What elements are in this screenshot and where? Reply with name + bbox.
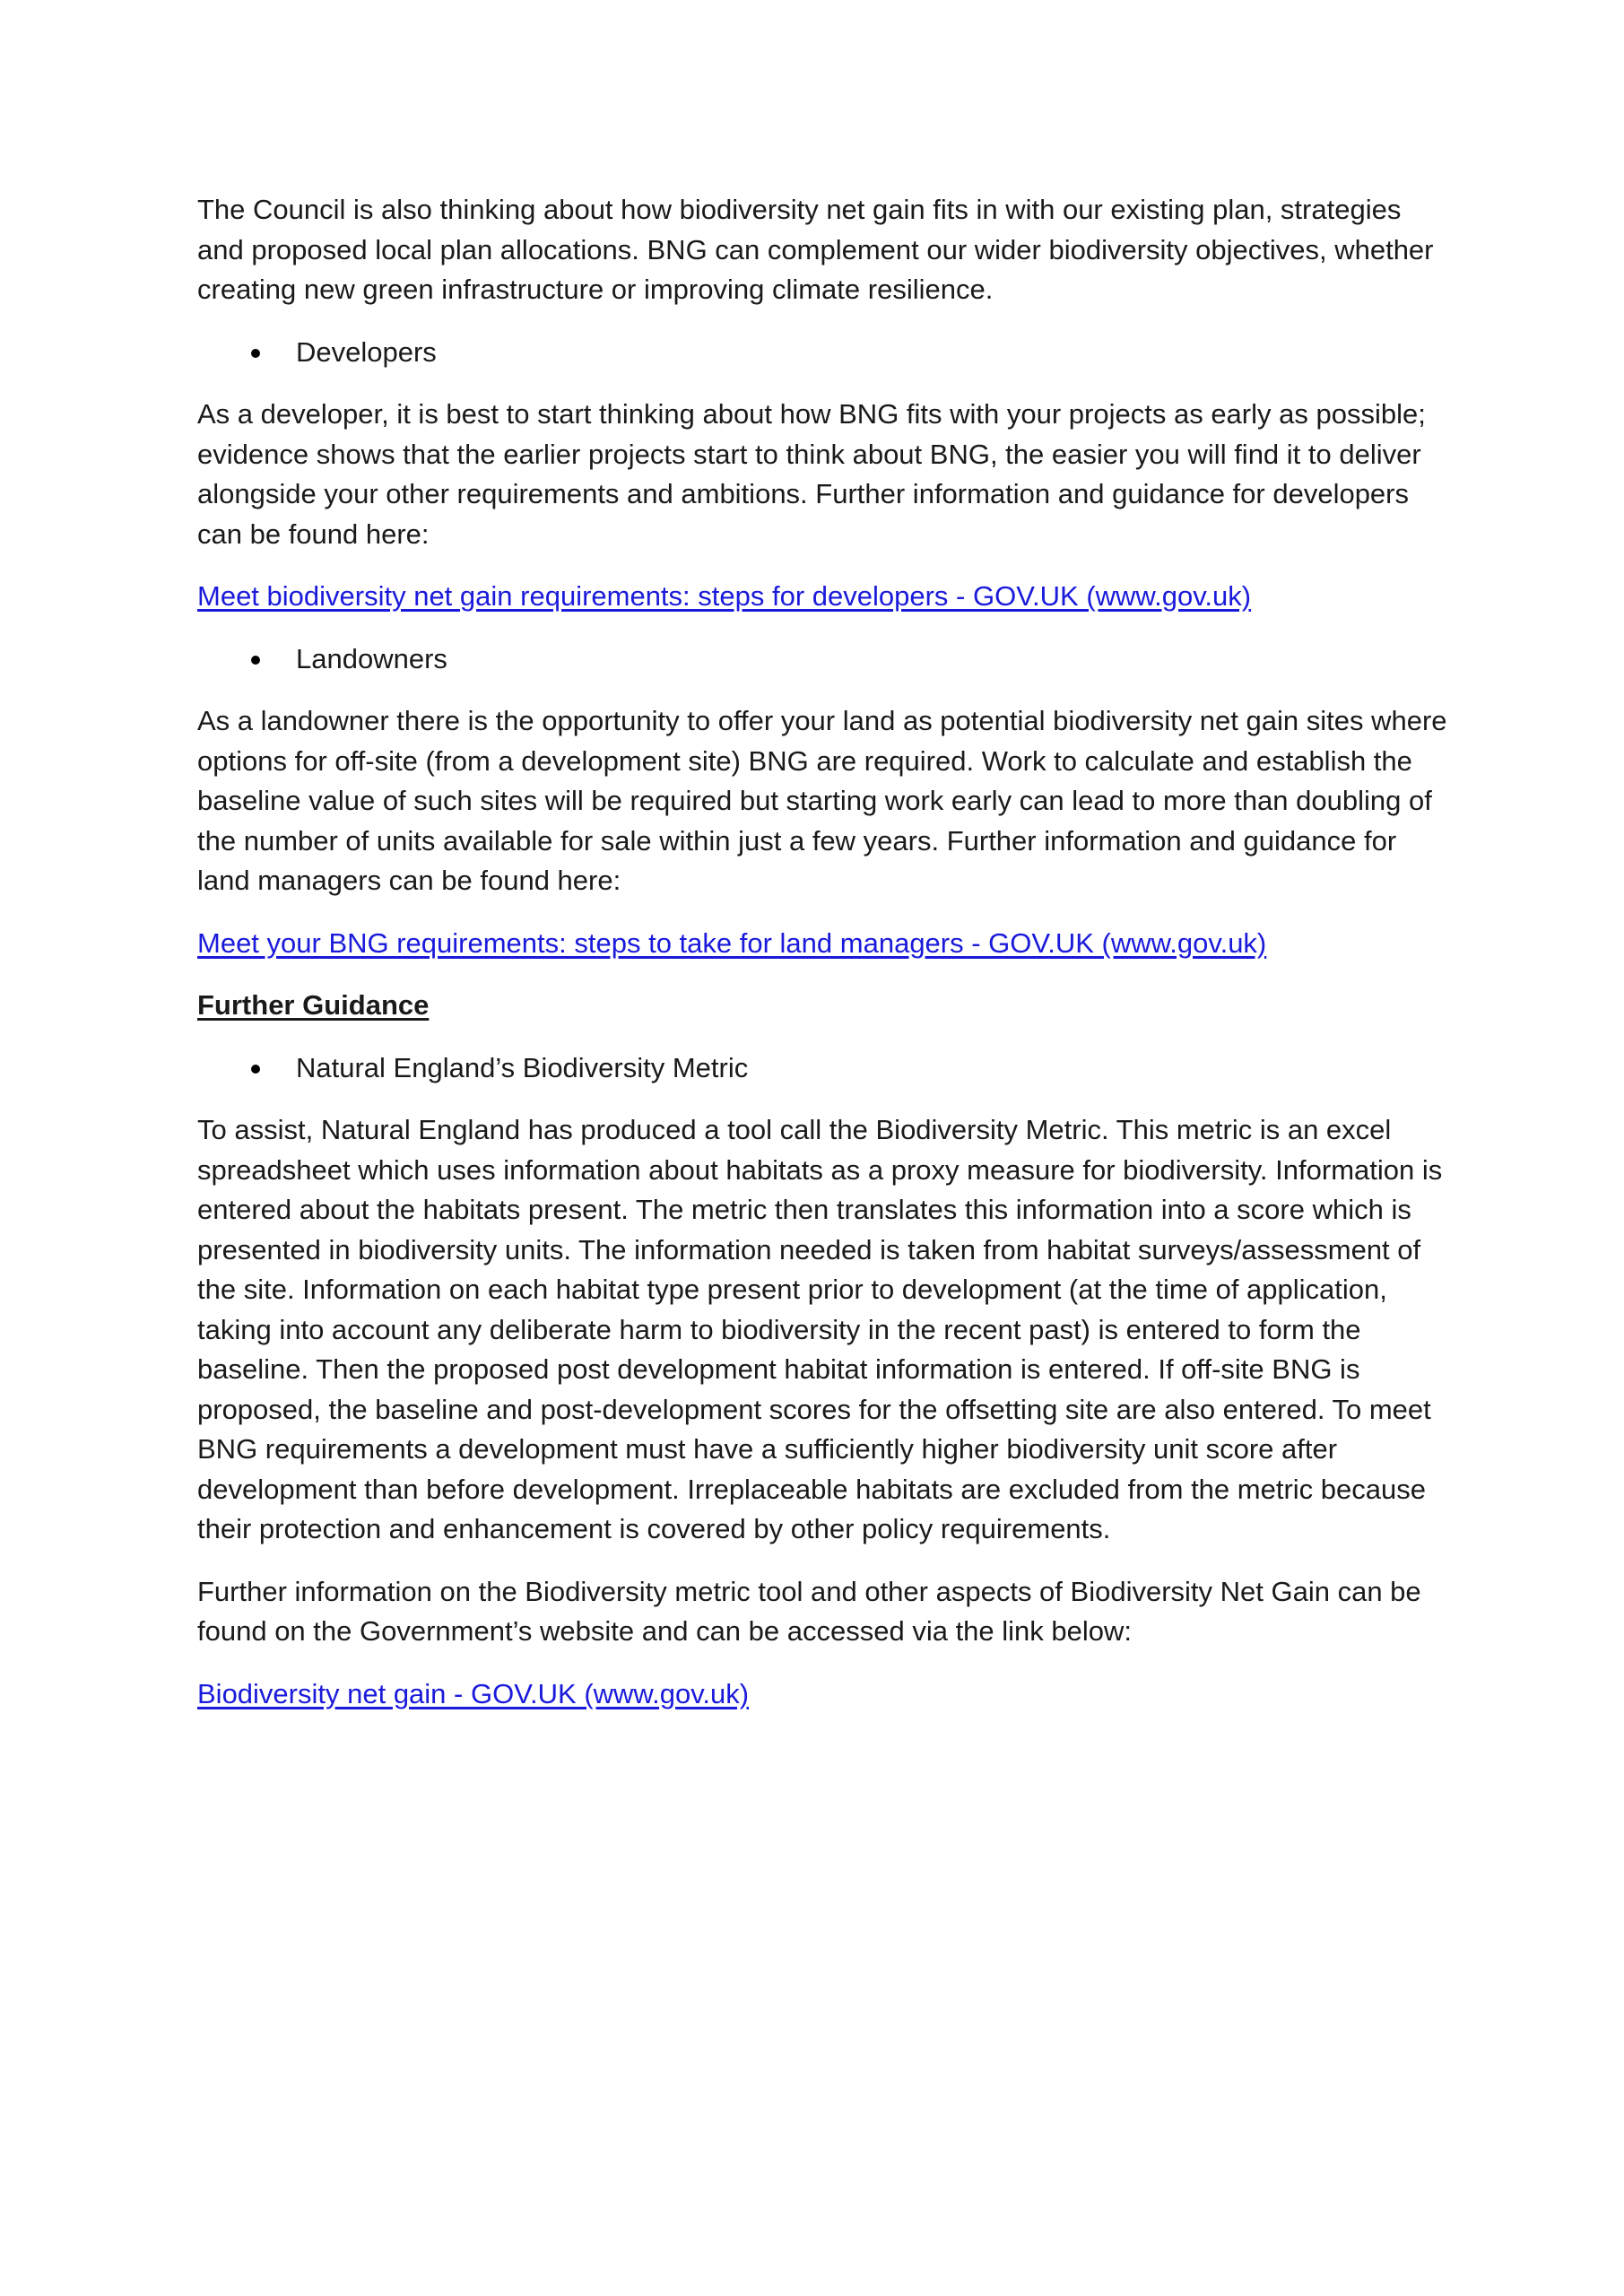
bullet-item-metric — [197, 1048, 1453, 1089]
paragraph-further-information: Further information on the Biodiversity metric tool and other aspects of Biodiversity Net Gain can be found on the Government’s website and can be accessed via the link below: — [197, 1575, 1421, 1647]
bullet-label-developers: Developers — [296, 335, 437, 368]
paragraph-link-landowners — [197, 924, 1453, 964]
paragraph-biodiversity-metric: To assist, Natural England has produced a tool call the Biodiversity Metric. This metric is an excel spreadsheet which uses information about habitats as a proxy measure for biodiversity. Information is entered about the habitats present. The metric then translates this information into a score which is presented in biodiversity units. The information needed is taken from habitat surveys/assessment of the site. Information on each habitat type present prior to development (at the time of application, taking into account any deliberate harm to biodiversity in the recent past) is entered to form the baseline. Then the proposed post development habitat information is entered. If off-site BNG is proposed, the baseline and post-development scores for the offsetting site are also entered. To meet BNG requirements a development must have a sufficiently higher biodiversity unit score after development than before development. Irreplaceable habitats are excluded from the metric because their protection and enhancement is covered by other policy requirements. — [197, 1114, 1443, 1544]
bullet-dot-icon — [251, 1065, 260, 1074]
paragraph-link-developers — [197, 577, 1453, 617]
heading-further-guidance: Further Guidance — [197, 989, 430, 1021]
paragraph-landowners: As a landowner there is the opportunity to offer your land as potential biodiversity net gain sites where options for off-site (from a development site) BNG are required. Work to calculate and establish the baseline value of such sites will be required but starting work early can lead to more than doubling of the number of units available for sale within just a few years. Further information and guidance for land managers can be found here: — [197, 705, 1447, 896]
link-land-managers-guidance[interactable]: Meet your BNG requirements: steps to take for land managers - GOV.UK (www.gov.uk) — [197, 926, 1267, 959]
link-developers-guidance[interactable]: Meet biodiversity net gain requirements: steps for developers - GOV.UK (www.gov.uk) — [197, 580, 1252, 612]
bullet-label-landowners: Landowners — [296, 642, 447, 674]
bullet-item-landowners — [197, 639, 1453, 680]
bullet-item-developers — [197, 333, 1453, 373]
paragraph-council-plans: The Council is also thinking about how biodiversity net gain fits in with our existing plan, strategies and proposed local plan allocations. BNG can complement our wider biodiversity objectives, whether creating new green infrastructure or improving climate resilience. — [197, 194, 1434, 305]
bullet-dot-icon — [251, 349, 260, 358]
paragraph-developers: As a developer, it is best to start thinking about how BNG fits with your projects as early as possible; evidence shows that the earlier projects start to think about BNG, the easier you will find it to deliver alongside your other requirements and ambitions. Further information and guidance for developers can be found here: — [197, 398, 1426, 550]
paragraph-link-bng — [197, 1674, 1453, 1715]
link-biodiversity-net-gain[interactable]: Biodiversity net gain - GOV.UK (www.gov.uk) — [197, 1677, 750, 1709]
bullet-label-metric: Natural England’s Biodiversity Metric — [296, 1051, 749, 1083]
document-body — [197, 190, 1453, 1736]
bullet-dot-icon — [251, 656, 260, 665]
